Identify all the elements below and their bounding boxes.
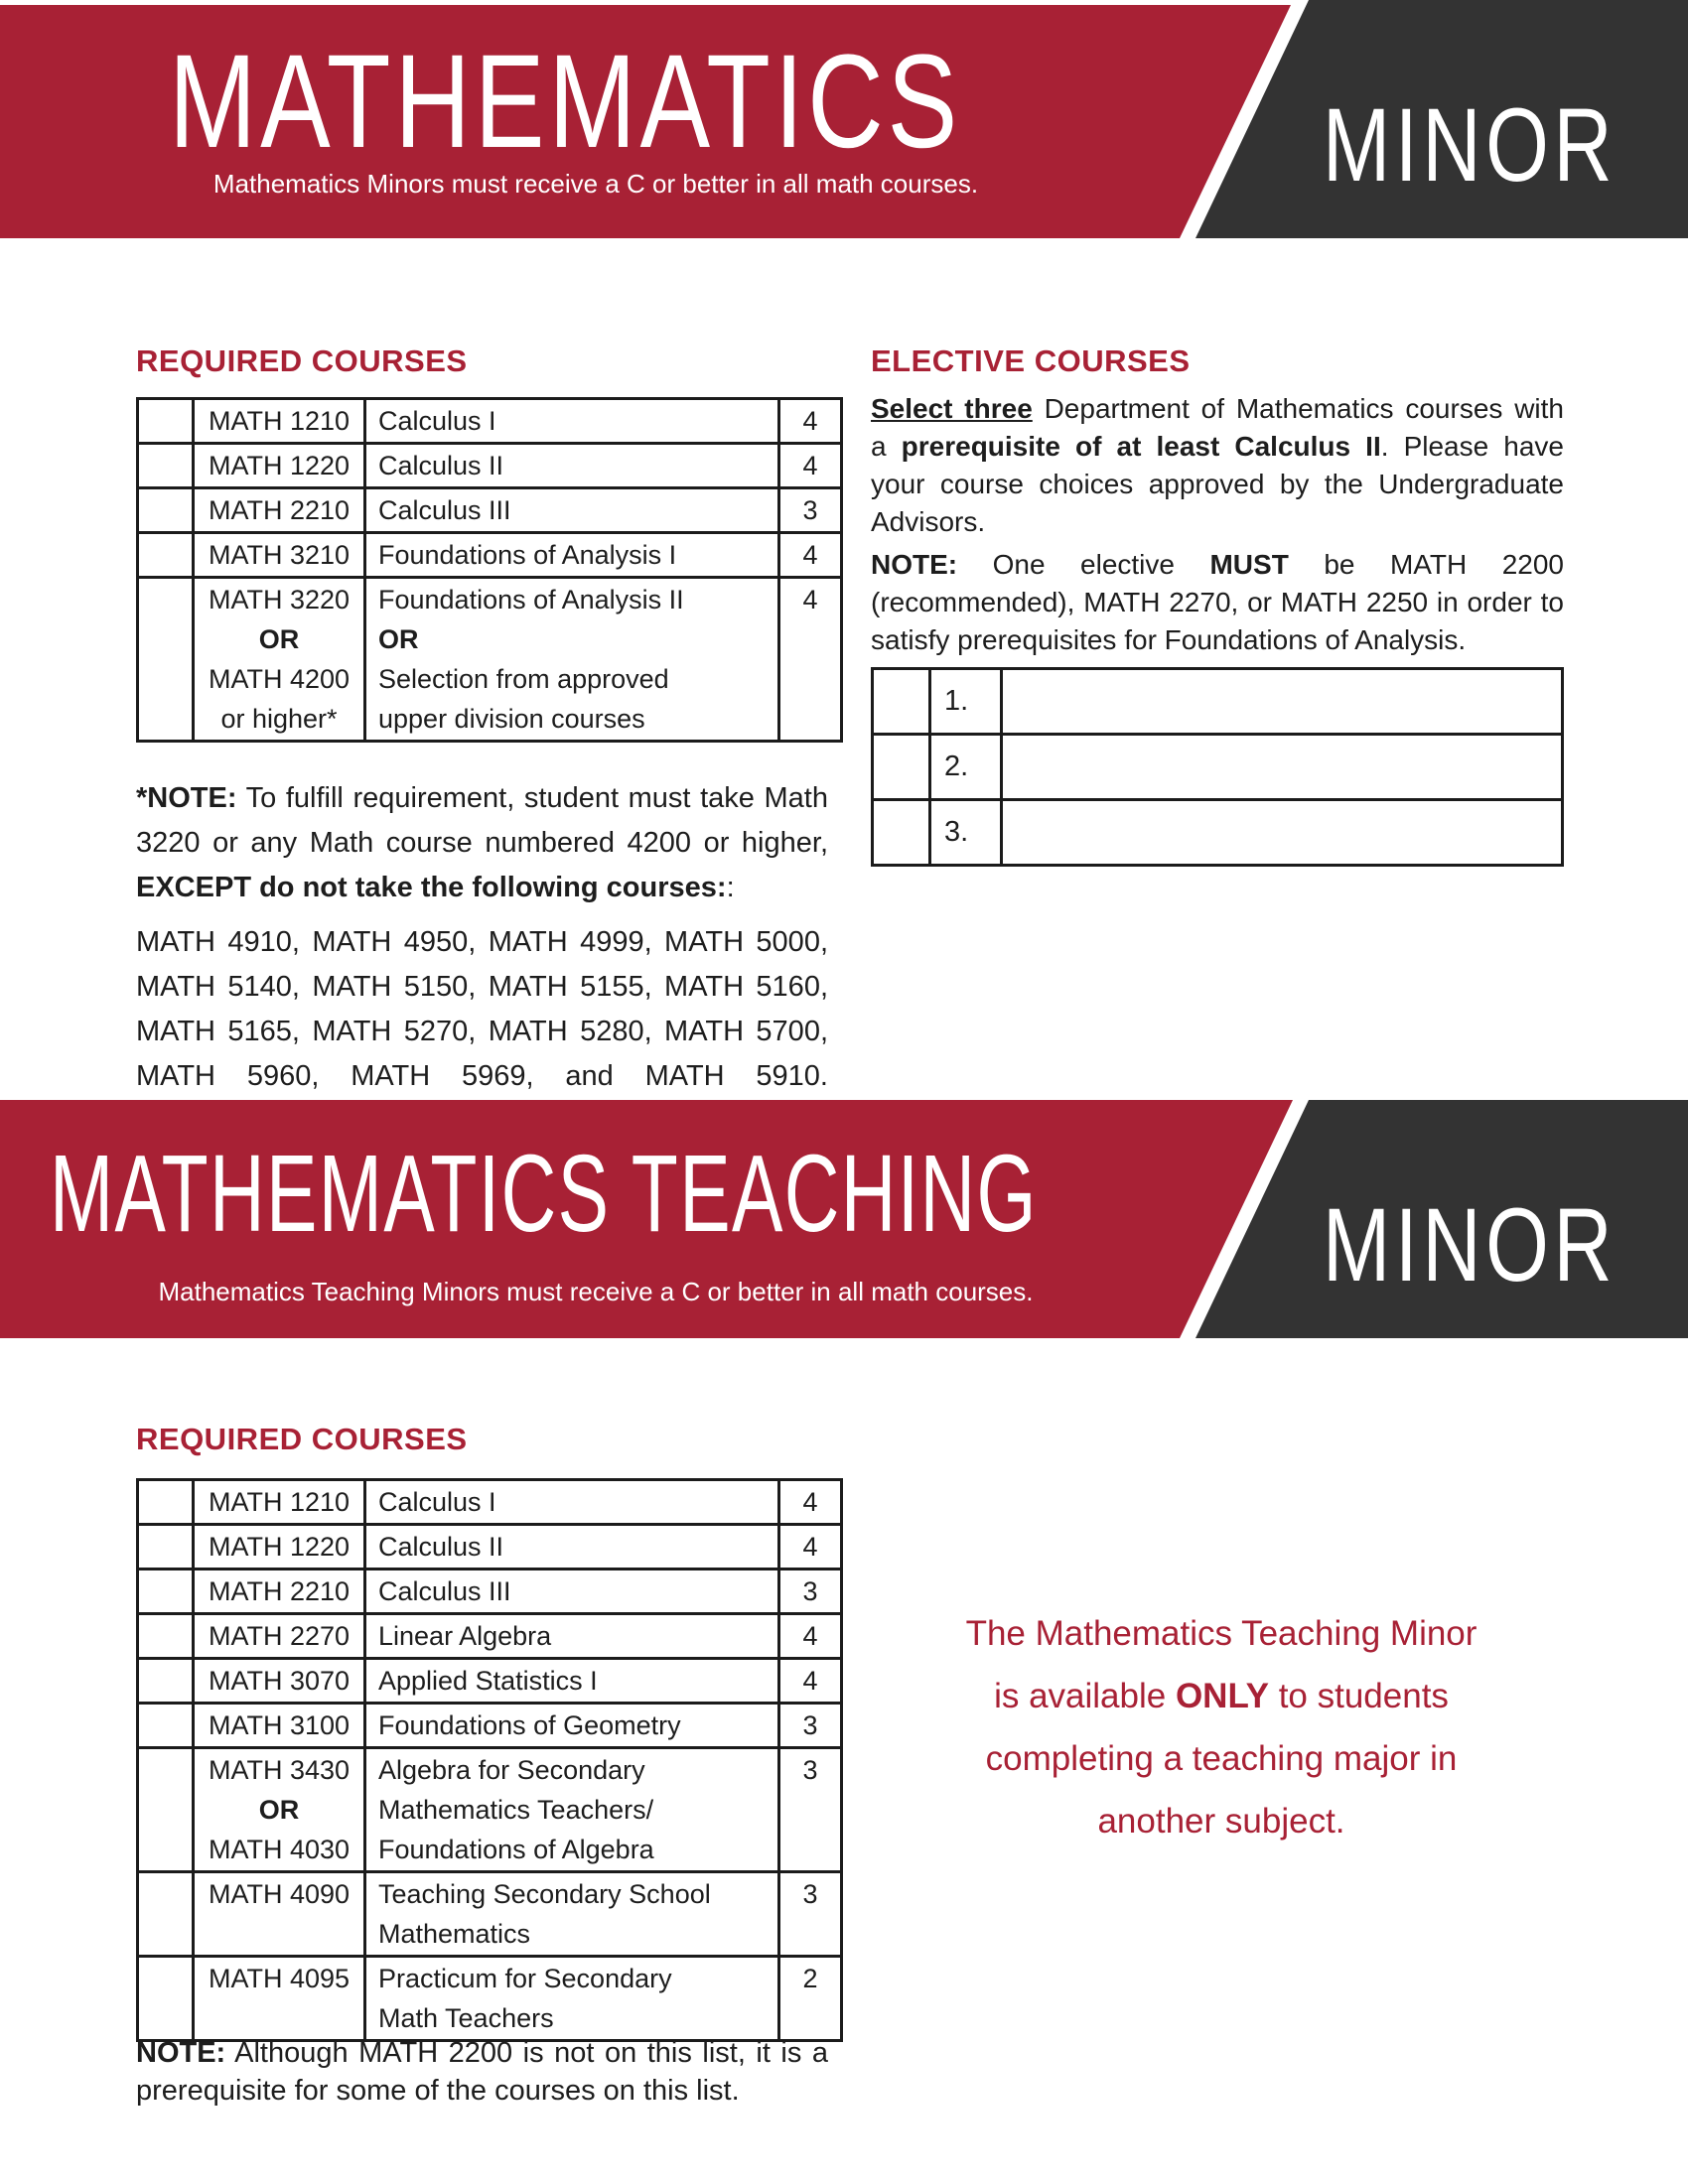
- text-segment: Calculus III: [378, 495, 511, 525]
- credits-value: 3: [802, 1879, 818, 1909]
- course-title-line: [366, 1750, 777, 1790]
- course-title-line: [366, 1571, 777, 1611]
- course-row: [138, 578, 842, 742]
- course-row: [138, 1872, 842, 1957]
- course-credits-cell: [779, 1872, 842, 1957]
- course-credits-cell: [779, 1957, 842, 2041]
- mathematics-teaching-minor-banner: [0, 1100, 1688, 1338]
- course-title-cell: [365, 578, 779, 742]
- text-segment: One elective: [957, 549, 1210, 580]
- checkbox-cell: [138, 1748, 194, 1872]
- elective-note-paragraph: [871, 546, 1564, 659]
- slot-number-cell: 3.: [930, 800, 1002, 866]
- course-title-cell: [365, 1748, 779, 1872]
- checkbox-cell: [138, 578, 194, 742]
- text-segment: Practicum for Secondary: [378, 1964, 672, 1993]
- text-line: [136, 1010, 828, 1054]
- text-segment: Mathematics: [378, 1919, 531, 1949]
- course-code-line: [195, 1616, 363, 1656]
- course-code-cell: [194, 533, 365, 578]
- course-title-line: [366, 1706, 777, 1745]
- math-2200-note: [136, 2034, 828, 2110]
- course-credits-cell: [779, 444, 842, 488]
- course-title-line: [366, 1790, 777, 1830]
- course-credits-cell: [779, 1525, 842, 1570]
- course-title-line: [366, 699, 777, 739]
- text-segment: MATH 4095: [208, 1964, 351, 1993]
- checkbox-cell: [138, 1525, 194, 1570]
- text-line: [871, 584, 1564, 621]
- course-code-cell: [194, 578, 365, 742]
- text-segment: your course choices approved by the Undergraduate: [871, 469, 1564, 499]
- course-code-cell: [194, 1525, 365, 1570]
- text-segment: . Please have: [1380, 431, 1564, 462]
- text-segment: MUST: [1209, 549, 1289, 580]
- text-segment: prerequisite for some of the courses on this list.: [136, 2075, 740, 2107]
- text-segment: MATH 3070: [208, 1666, 351, 1696]
- course-code-cell: [194, 1614, 365, 1659]
- elective-slot-row: [873, 735, 1563, 800]
- text-line: [871, 428, 1564, 466]
- text-line: [884, 1602, 1559, 1665]
- required-courses-heading: REQUIRED COURSES: [136, 1422, 468, 1456]
- availability-statement: [884, 1602, 1559, 1852]
- text-line: [884, 1790, 1559, 1852]
- text-segment: NOTE:: [136, 2037, 226, 2069]
- course-title-line: [366, 580, 777, 619]
- banner-title: MATHEMATICS: [169, 28, 962, 176]
- course-title-line: [366, 1914, 777, 1954]
- text-segment: Calculus III: [378, 1576, 511, 1606]
- credits-value: 4: [802, 1532, 818, 1562]
- excluded-courses-list: [136, 920, 828, 1099]
- course-code-line: [195, 619, 363, 659]
- text-line: [884, 1727, 1559, 1790]
- course-title-line: [366, 1998, 777, 2038]
- course-code-line: [195, 1874, 363, 1914]
- checkbox-cell: [138, 1570, 194, 1614]
- course-row: [138, 399, 842, 444]
- course-title-line: [366, 1616, 777, 1656]
- text-segment: MATH 4090: [208, 1879, 351, 1909]
- elective-slot-row: [873, 669, 1563, 735]
- text-segment: MATH 3100: [208, 1710, 351, 1740]
- text-segment: Although MATH 2200 is not on this list, it is a: [225, 2037, 828, 2069]
- course-code-cell: [194, 444, 365, 488]
- course-row: [138, 444, 842, 488]
- course-title-line: [366, 619, 777, 659]
- slot-writein-cell: [1002, 669, 1563, 735]
- course-code-cell: [194, 1570, 365, 1614]
- course-title-line: [366, 1830, 777, 1869]
- course-code-cell: [194, 1957, 365, 2041]
- text-line: [871, 466, 1564, 503]
- text-segment: Foundations of Geometry: [378, 1710, 681, 1740]
- credits-value: 4: [802, 406, 818, 436]
- credits-value: 3: [802, 1576, 818, 1606]
- course-title-cell: [365, 1614, 779, 1659]
- checkbox-cell: [138, 399, 194, 444]
- text-segment: NOTE:: [871, 549, 958, 580]
- course-code-line: [195, 446, 363, 485]
- elective-intro-paragraph: [871, 390, 1564, 541]
- course-title-line: [366, 659, 777, 699]
- text-segment: MATH 3220: [208, 585, 351, 614]
- text-segment: Foundations of Analysis I: [378, 540, 677, 570]
- checkbox-cell: [138, 1872, 194, 1957]
- text-segment: Linear Algebra: [378, 1621, 552, 1651]
- text-segment: prerequisite of at least Calculus II: [901, 431, 1381, 462]
- text-segment: MATH 1210: [208, 406, 351, 436]
- checkbox-cell: [138, 444, 194, 488]
- course-row: [138, 1570, 842, 1614]
- credits-value: 3: [802, 1710, 818, 1740]
- course-credits-cell: [779, 1570, 842, 1614]
- slot-writein-cell: [1002, 735, 1563, 800]
- checkbox-cell: [873, 800, 930, 866]
- text-line: [136, 2034, 828, 2072]
- text-line: [136, 821, 828, 866]
- banner-subtitle: Mathematics Teaching Minors must receive a C or better in all math courses.: [158, 1277, 1034, 1306]
- course-title-line: [366, 446, 777, 485]
- text-segment: OR: [258, 1795, 300, 1825]
- text-segment: or higher*: [220, 704, 338, 734]
- course-code-line: [195, 580, 363, 619]
- minor-tag-label: MINOR: [1323, 1187, 1618, 1303]
- course-credits-cell: [779, 488, 842, 533]
- text-segment: Calculus I: [378, 406, 496, 436]
- text-segment: Department of Mathematics courses with: [1032, 393, 1564, 424]
- elective-courses-heading: ELECTIVE COURSES: [871, 343, 1191, 378]
- text-line: [136, 776, 828, 821]
- course-title-line: [366, 1874, 777, 1914]
- course-code-line: [195, 1482, 363, 1522]
- text-segment: Calculus II: [378, 1532, 504, 1562]
- required-courses-heading: REQUIRED COURSES: [136, 343, 468, 378]
- text-segment: Selection from approved: [378, 664, 669, 694]
- course-credits-cell: [779, 1704, 842, 1748]
- text-line: [136, 920, 828, 965]
- text-line: [136, 866, 828, 910]
- course-code-cell: [194, 488, 365, 533]
- course-title-cell: [365, 1570, 779, 1614]
- text-segment: Select three: [871, 393, 1033, 424]
- text-segment: Foundations of Algebra: [378, 1835, 654, 1864]
- text-segment: MATH 2210: [208, 1576, 351, 1606]
- text-segment: Calculus II: [378, 451, 504, 480]
- course-title-line: [366, 1959, 777, 1998]
- course-code-line: [195, 1706, 363, 1745]
- text-segment: MATH 2270: [208, 1621, 351, 1651]
- course-code-line: [195, 535, 363, 575]
- text-line: [136, 2072, 828, 2110]
- text-line: [871, 546, 1564, 584]
- text-line: [136, 965, 828, 1010]
- course-title-line: [366, 490, 777, 530]
- text-segment: OR: [378, 624, 419, 654]
- text-segment: To fulfill requirement, student must take Math: [236, 782, 828, 814]
- checkbox-cell: [138, 1614, 194, 1659]
- text-segment: MATH 5140, MATH 5150, MATH 5155, MATH 5160,: [136, 971, 828, 1003]
- text-segment: Calculus I: [378, 1487, 496, 1517]
- checkbox-cell: [138, 533, 194, 578]
- text-segment: OR: [258, 624, 300, 654]
- text-segment: MATH 4030: [208, 1835, 351, 1864]
- course-row: [138, 1614, 842, 1659]
- course-code-line: [195, 401, 363, 441]
- text-line: [136, 1054, 828, 1099]
- course-code-cell: [194, 1659, 365, 1704]
- course-credits-cell: [779, 578, 842, 742]
- text-segment: is available: [994, 1677, 1176, 1715]
- text-segment: MATH 1220: [208, 1532, 351, 1562]
- text-segment: Applied Statistics I: [378, 1666, 598, 1696]
- course-row: [138, 1659, 842, 1704]
- text-segment: MATH 3430: [208, 1755, 351, 1785]
- course-code-line: [195, 1661, 363, 1701]
- banner-subtitle: Mathematics Minors must receive a C or better in all math courses.: [212, 169, 979, 199]
- text-segment: MATH 3210: [208, 540, 351, 570]
- course-title-cell: [365, 1704, 779, 1748]
- course-row: [138, 1480, 842, 1525]
- course-row: [138, 488, 842, 533]
- checkbox-cell: [138, 1704, 194, 1748]
- course-title-line: [366, 1661, 777, 1701]
- course-credits-cell: [779, 533, 842, 578]
- text-segment: EXCEPT do not take the following courses:: [136, 872, 727, 903]
- text-segment: satisfy prerequisites for Foundations of Analysis.: [871, 624, 1467, 655]
- course-title-cell: [365, 444, 779, 488]
- text-segment: ONLY: [1175, 1677, 1269, 1715]
- elective-slot-row: [873, 800, 1563, 866]
- course-title-cell: [365, 1525, 779, 1570]
- slot-number-cell: 2.: [930, 735, 1002, 800]
- checkbox-cell: [138, 1957, 194, 2041]
- text-segment: be MATH 2200: [1288, 549, 1564, 580]
- text-segment: 3220 or any Math course numbered 4200 or higher,: [136, 827, 828, 859]
- course-title-line: [366, 401, 777, 441]
- course-code-line: [195, 1571, 363, 1611]
- fulfillment-note: [136, 776, 828, 910]
- credits-value: 4: [802, 1487, 818, 1517]
- course-title-line: [366, 1527, 777, 1567]
- text-segment: another subject.: [1097, 1802, 1345, 1841]
- credits-value: 4: [802, 1621, 818, 1651]
- text-segment: Math Teachers: [378, 2003, 554, 2033]
- course-code-cell: [194, 1480, 365, 1525]
- course-title-cell: [365, 1872, 779, 1957]
- elective-slots-table: [871, 667, 1564, 867]
- credits-value: 4: [802, 451, 818, 480]
- course-code-line: [195, 659, 363, 699]
- mathematics-minor-banner: [0, 0, 1688, 238]
- course-code-line: [195, 1527, 363, 1567]
- course-row: [138, 1748, 842, 1872]
- text-segment: The Mathematics Teaching Minor: [965, 1614, 1477, 1653]
- text-segment: MATH 2210: [208, 495, 351, 525]
- text-line: [871, 503, 1564, 541]
- text-segment: to students: [1268, 1677, 1449, 1715]
- text-segment: MATH 4910, MATH 4950, MATH 4999, MATH 5000,: [136, 926, 828, 958]
- course-credits-cell: [779, 1748, 842, 1872]
- course-code-line: [195, 1750, 363, 1790]
- text-line: [871, 621, 1564, 659]
- course-credits-cell: [779, 399, 842, 444]
- text-segment: MATH 5165, MATH 5270, MATH 5280, MATH 5700,: [136, 1016, 828, 1047]
- text-segment: MATH 5960, MATH 5969, and MATH 5910.: [136, 1060, 828, 1092]
- text-segment: (recommended), MATH 2270, or MATH 2250 in order to: [871, 587, 1564, 617]
- text-segment: Teaching Secondary School: [378, 1879, 711, 1909]
- text-segment: Mathematics Teachers/: [378, 1795, 654, 1825]
- course-code-line: [195, 1830, 363, 1869]
- course-code-cell: [194, 1748, 365, 1872]
- slot-number-cell: 1.: [930, 669, 1002, 735]
- slot-writein-cell: [1002, 800, 1563, 866]
- course-title-cell: [365, 1480, 779, 1525]
- course-title-cell: [365, 533, 779, 578]
- text-segment: MATH 1220: [208, 451, 351, 480]
- required-courses-table: [136, 397, 843, 743]
- course-title-cell: [365, 1659, 779, 1704]
- text-segment: Algebra for Secondary: [378, 1755, 645, 1785]
- credits-value: 4: [802, 1666, 818, 1696]
- checkbox-cell: [138, 488, 194, 533]
- course-code-line: [195, 490, 363, 530]
- course-title-line: [366, 535, 777, 575]
- checkbox-cell: [873, 735, 930, 800]
- minor-tag-label: MINOR: [1323, 87, 1618, 204]
- text-segment: upper division courses: [378, 704, 645, 734]
- course-credits-cell: [779, 1614, 842, 1659]
- text-segment: MATH 1210: [208, 1487, 351, 1517]
- course-row: [138, 1704, 842, 1748]
- course-code-cell: [194, 399, 365, 444]
- course-code-line: [195, 1790, 363, 1830]
- text-segment: Foundations of Analysis II: [378, 585, 684, 614]
- text-segment: :: [726, 872, 735, 903]
- text-segment: completing a teaching major in: [985, 1739, 1458, 1778]
- course-row: [138, 1525, 842, 1570]
- text-segment: Advisors.: [871, 506, 986, 537]
- credits-value: 3: [802, 495, 818, 525]
- course-credits-cell: [779, 1480, 842, 1525]
- course-code-cell: [194, 1872, 365, 1957]
- text-line: [884, 1665, 1559, 1727]
- credits-value: 4: [802, 540, 818, 570]
- credits-value: 2: [802, 1964, 818, 1993]
- text-segment: MATH 4200: [208, 664, 351, 694]
- course-title-line: [366, 1482, 777, 1522]
- text-segment: *NOTE:: [136, 782, 237, 814]
- banner-title: MATHEMATICS TEACHING: [50, 1133, 1038, 1255]
- credits-value: 3: [802, 1755, 818, 1785]
- credits-value: 4: [802, 585, 818, 614]
- course-title-cell: [365, 488, 779, 533]
- text-line: [871, 390, 1564, 428]
- course-title-cell: [365, 399, 779, 444]
- course-code-line: [195, 1959, 363, 1998]
- checkbox-cell: [138, 1659, 194, 1704]
- course-code-cell: [194, 1704, 365, 1748]
- course-row: [138, 533, 842, 578]
- checkbox-cell: [138, 1480, 194, 1525]
- course-row: [138, 1957, 842, 2041]
- checkbox-cell: [873, 669, 930, 735]
- required-courses-table: [136, 1478, 843, 2042]
- course-credits-cell: [779, 1659, 842, 1704]
- text-segment: a: [871, 431, 902, 462]
- course-title-cell: [365, 1957, 779, 2041]
- course-code-line: [195, 699, 363, 739]
